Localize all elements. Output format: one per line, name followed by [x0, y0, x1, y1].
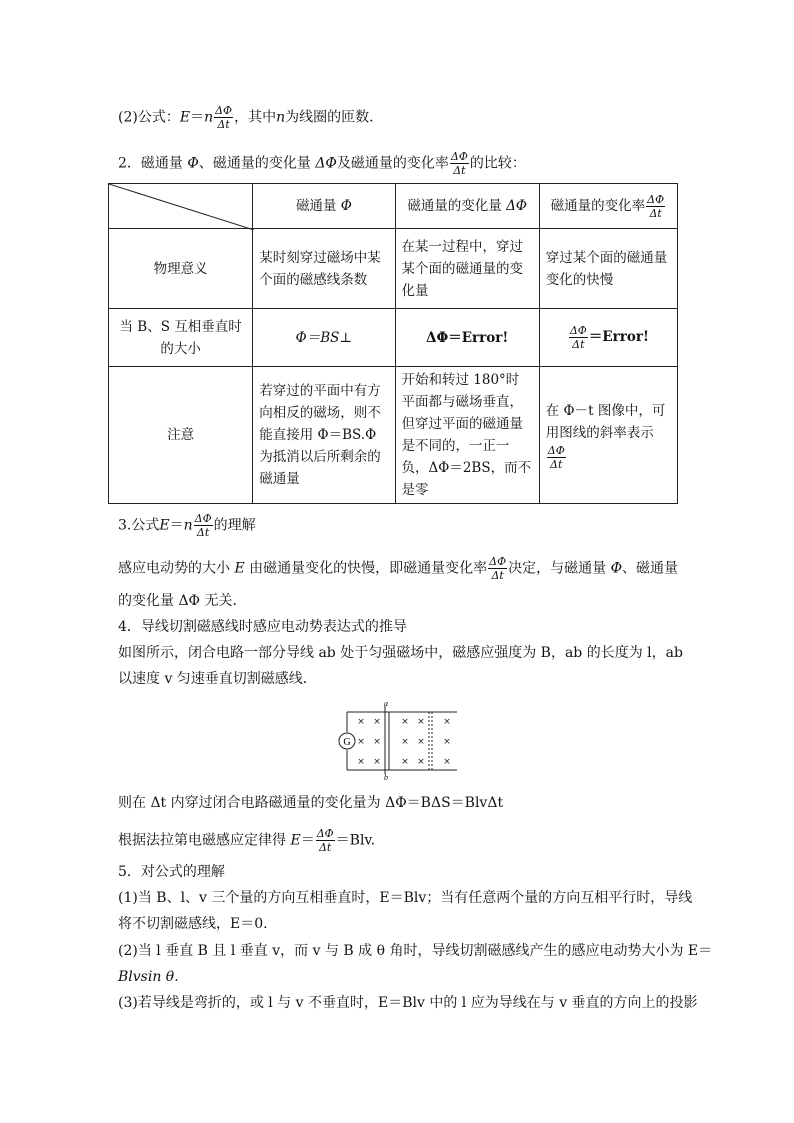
table-row	[109, 309, 678, 367]
table-row	[109, 367, 678, 504]
symbol-n: n	[204, 109, 214, 126]
table-cell: 开始和转过 180°时平面都与磁场垂直，但穿过平面的磁通量是不同的，一正一负，ΔΦ＝2BS，而不是零	[395, 367, 539, 504]
fraction	[214, 104, 233, 131]
svg-text:×: ×	[443, 717, 451, 727]
svg-text:×: ×	[417, 737, 425, 747]
fraction	[450, 150, 469, 177]
symbol-dphi: ΔΦ	[315, 155, 337, 172]
para-text: (1)当 B、l、v 三个量的方向互相垂直时，E＝Blv；当有任意两个量的方向互相平行时，导线	[118, 890, 693, 906]
heading-text: 的比较：	[469, 155, 526, 172]
table-cell: 若穿过的平面中有方向相反的磁场，则不能直接用 Φ＝BS.Φ 为抵消以后所剩余的磁通量	[253, 367, 395, 504]
equals: ＝	[300, 832, 315, 849]
heading-text: 2．磁通量	[118, 155, 183, 172]
frac-num: ΔΦ	[647, 192, 665, 206]
section3-paragraph-cont	[118, 591, 247, 611]
equals: ＝	[169, 517, 184, 534]
table-corner-cell	[109, 184, 253, 229]
table-cell: 某时刻穿过磁场中某个面的磁感线条数	[253, 229, 395, 309]
section5-heading	[118, 862, 225, 882]
symbol-e: E	[179, 109, 191, 126]
frac-den: Δt	[217, 118, 230, 131]
para-text: (2)当 l 垂直 B 且 l 垂直 v，而 v 与 B 成 θ 角时，导线切割磁感线产生的感应电动势大小为 E＝	[118, 943, 713, 959]
header-label: 磁通量的变化量	[407, 198, 502, 214]
frac-num: ΔΦ	[547, 443, 565, 457]
svg-text:×: ×	[373, 737, 381, 747]
fraction	[569, 324, 588, 351]
svg-text:×: ×	[417, 757, 425, 767]
comparison-table	[108, 183, 678, 504]
heading-text: 5．对公式的理解	[118, 864, 225, 880]
section5-line-1	[118, 888, 692, 908]
table-cell: 在某一过程中，穿过某个面的磁通量的变化量	[395, 229, 539, 309]
section5-line-5	[118, 993, 698, 1013]
frac-den: Δt	[318, 841, 332, 854]
frac-den: Δt	[196, 526, 210, 539]
header-label: 磁通量	[295, 198, 337, 214]
field-crosses	[357, 717, 451, 767]
svg-text:×: ×	[373, 757, 381, 767]
section4-paragraph	[118, 643, 683, 663]
para-text: 感应电动势的大小	[118, 560, 230, 577]
svg-text:×: ×	[373, 717, 381, 727]
formula-line	[118, 104, 383, 131]
para-text: 由磁通量变化的快慢，即磁通量变化率	[249, 560, 488, 577]
para-text: 根据法拉第电磁感应定律得	[118, 832, 286, 849]
row-label: 物理意义	[109, 229, 253, 309]
formula-prefix: (2)公式：	[118, 109, 180, 126]
frac-num: ΔΦ	[569, 324, 587, 337]
svg-text:×: ×	[443, 737, 451, 747]
svg-text:×: ×	[357, 757, 365, 767]
table-cell	[539, 367, 677, 504]
section3-paragraph	[118, 555, 678, 582]
header-flux-change	[395, 184, 539, 229]
formula-suffix: 为线圈的匝数．	[285, 109, 384, 126]
diagonal-line	[109, 184, 254, 230]
section4-heading	[118, 617, 407, 637]
svg-text:×: ×	[401, 717, 409, 727]
rod-in-field-figure	[335, 700, 460, 780]
cell-text: 在 Φ－t 图像中，可用图线的斜率表示	[545, 402, 666, 441]
section4-faraday	[118, 827, 375, 854]
heading-text: 3.公式	[118, 517, 160, 534]
table-header-row	[109, 184, 678, 229]
symbol-n: n	[276, 109, 286, 126]
symbol-e: E	[234, 560, 245, 577]
svg-text:×: ×	[443, 757, 451, 767]
symbol-phi: Φ	[610, 560, 623, 577]
para-text: 如图所示，闭合电路一部分导线 ab 处于匀强磁场中，磁感应强度为 B，ab 的长度为 l，ab	[118, 645, 683, 661]
table-cell: Φ＝BS⊥	[253, 309, 395, 367]
header-flux	[253, 184, 395, 229]
frac-den: Δt	[491, 569, 504, 582]
symbol-dphi: ΔΦ	[506, 198, 527, 214]
frac-num: ΔΦ	[215, 104, 233, 117]
frac-den: Δt	[550, 457, 563, 471]
fraction	[488, 555, 507, 582]
para-text: 、磁通量	[622, 560, 679, 577]
frac-num: ΔΦ	[450, 150, 468, 163]
frac-den: Δt	[572, 338, 585, 351]
frac-den: Δt	[453, 164, 466, 177]
symbol-phi: Φ	[187, 155, 199, 172]
para-text: 以速度 v 匀速垂直切割磁感线．	[118, 671, 317, 687]
symbol-n: n	[183, 517, 193, 534]
section5-line-2	[118, 914, 268, 934]
table-cell: ΔΦ＝Error!	[395, 309, 539, 367]
fraction	[547, 444, 566, 471]
frac-den: Δt	[649, 206, 662, 220]
section2-heading	[118, 150, 526, 177]
section4-paragraph-cont	[118, 669, 317, 689]
header-flux-rate	[539, 184, 677, 229]
table-cell	[539, 309, 677, 367]
svg-text:×: ×	[401, 757, 409, 767]
galvanometer-label: G	[343, 737, 351, 748]
row-label: 当 B、S 互相垂直时的大小	[109, 309, 253, 367]
heading-text: 4．导线切割磁感线时感应电动势表达式的推导	[118, 619, 407, 635]
equals: ＝	[190, 109, 205, 126]
table-row	[109, 229, 678, 309]
para-text: 的变化量 ΔΦ 无关．	[118, 593, 247, 609]
formula-suffix: ，其中	[234, 109, 277, 126]
symbol-phi: Φ	[340, 198, 352, 214]
para-text: Blvsin θ.	[118, 969, 179, 985]
label-a: a	[384, 700, 388, 708]
section5-line-3	[118, 941, 712, 961]
label-b: b	[384, 773, 388, 780]
heading-text: 、磁通量的变化量	[198, 155, 311, 172]
section3-heading	[118, 512, 256, 539]
section5-line-4	[118, 967, 179, 987]
svg-text:×: ×	[401, 737, 409, 747]
frac-num: ΔΦ	[316, 827, 334, 840]
row-label: 注意	[109, 367, 253, 504]
heading-text: 及磁通量的变化率	[336, 155, 449, 172]
fraction	[194, 512, 213, 539]
header-label: 磁通量的变化率	[550, 197, 646, 214]
svg-text:×: ×	[417, 717, 425, 727]
table-cell: 穿过某个面的磁通量变化的快慢	[539, 229, 677, 309]
frac-num: ΔΦ	[194, 512, 212, 525]
para-text: 则在 Δt 内穿过闭合电路磁通量的变化量为 ΔΦ＝BΔS＝BlvΔt	[118, 795, 504, 811]
symbol-e: E	[290, 832, 301, 849]
para-text: (3)若导线是弯折的，或 l 与 v 不垂直时，E＝Blv 中的 l 应为导线在与 v 垂直的方向上的投影	[118, 995, 698, 1011]
symbol-e: E	[159, 517, 170, 534]
heading-text: 的理解	[213, 517, 256, 534]
frac-num: ΔΦ	[489, 555, 507, 568]
section4-flux-change	[118, 793, 503, 813]
fraction	[316, 827, 335, 854]
para-text: 将不切割磁感线，E＝0.	[118, 916, 268, 932]
svg-text:×: ×	[357, 717, 365, 727]
svg-text:×: ×	[357, 737, 365, 747]
fraction	[646, 193, 665, 220]
cell-text: ＝Error!	[588, 329, 649, 345]
para-text: 决定，与磁通量	[508, 560, 607, 577]
para-text: ＝Blv.	[335, 832, 376, 849]
